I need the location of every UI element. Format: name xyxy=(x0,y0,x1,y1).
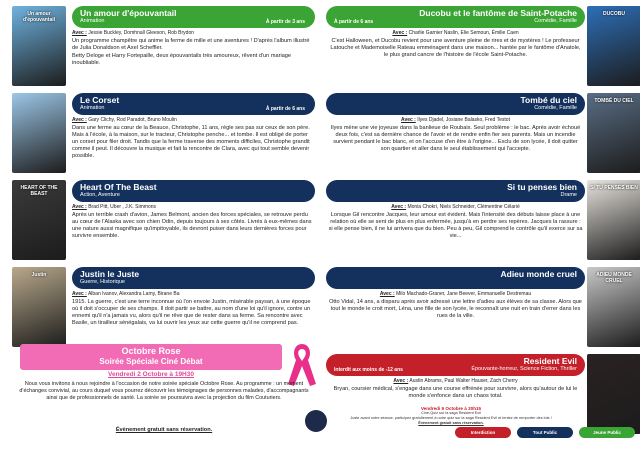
resident-evil-event-date: Vendredi 9 Octobre à 20h15 xyxy=(420,406,482,411)
film-synopsis: Otto Vidal, 14 ans, a disparu après avoir adressé une lettre d'adieu aux élèves de sa classe. Alors que tout le monde le croit mort, Léna, une fille de son lycée, le reconnaît une nuit en train d'errer dans les rues de la ville. xyxy=(329,299,582,320)
film-age: À partir de 3 ans xyxy=(265,19,305,25)
legend-tout-public: Tout Public xyxy=(517,427,573,438)
film-poster xyxy=(587,180,640,260)
rating-legend xyxy=(455,427,635,438)
film-card xyxy=(12,180,315,263)
right-column xyxy=(326,6,638,418)
film-age: Interdit aux moins de -12 ans xyxy=(334,367,403,373)
film-poster xyxy=(12,180,66,260)
film-title: Justin le Juste xyxy=(80,269,140,279)
film-synopsis: Après un terrible crash d'avion, James Belmont, ancien des forces spéciales, se retrouve perdu au cœur de l'Alaska avec son chien Odin, depuis toujours à ses côtés. Livrés à eux-mêmes dans une nature aussi magnifique qu'impitoyable, ils devront puiser dans leurs dernières forces pour survivre ensemble. xyxy=(72,212,312,240)
octobre-rose-banner xyxy=(20,344,282,378)
film-header xyxy=(326,354,585,376)
cast-names: Alban Ivanov, Alexandra Lamy, Birane Ba xyxy=(87,291,180,297)
film-body xyxy=(328,378,583,401)
film-cast xyxy=(328,378,583,385)
film-card xyxy=(12,6,315,89)
resident-evil-event xyxy=(326,406,576,426)
film-cast xyxy=(72,30,313,37)
film-header xyxy=(72,180,315,202)
film-header xyxy=(72,6,315,28)
film-header xyxy=(326,6,585,28)
cast-label: Avec : xyxy=(391,204,407,210)
film-age: À partir de 6 ans xyxy=(265,106,305,112)
octobre-rose-date: Vendredi 2 Octobre à 19H30 xyxy=(108,371,194,378)
poster-title: DUCOBU xyxy=(603,11,625,17)
cinema-seal-icon xyxy=(305,410,327,432)
poster-title: ADIEU MONDE CRUEL xyxy=(596,272,632,284)
resident-evil-event-line2: Juste avant notre séance, participez gratuitement à notre quiz sur la saga Resident Evil et tentez de remporter des lots ! xyxy=(350,416,552,420)
octobre-rose-title: Octobre Rose xyxy=(121,346,181,356)
film-cast xyxy=(328,204,583,211)
film-body xyxy=(72,291,313,328)
film-synopsis: C'est Halloween, et Ducobu revient pour une aventure pleine de rires et de mystères ! Le professeur Latouche et Mademoiselle Rateau emménagent dans une maison... hantée par le fantôme d'Anatole, le plus grand cancre de l'histoire de l'école Saint-Potache. xyxy=(330,38,581,59)
film-header xyxy=(72,267,315,289)
film-cast xyxy=(72,291,313,298)
film-age: À partir de 6 ans xyxy=(334,19,374,25)
film-title: Un amour d'épouvantail xyxy=(80,8,177,18)
film-genre: Animation xyxy=(80,18,105,24)
film-poster xyxy=(12,93,66,173)
cast-label: Avec : xyxy=(379,291,395,297)
film-genre: Animation xyxy=(80,105,105,111)
film-card xyxy=(326,6,629,89)
film-title: Heart Of The Beast xyxy=(80,182,157,192)
cast-names: Milo Machado-Graner, Jane Beever, Emmanuelle Destremau xyxy=(396,291,532,297)
film-header xyxy=(72,93,315,115)
poster-title: Justin xyxy=(31,272,47,278)
cast-label: Avec : xyxy=(72,204,87,210)
film-poster xyxy=(12,6,66,86)
cast-label: Avec : xyxy=(72,117,87,123)
cast-names: Austin Abrams, Paul Walter Hauser, Zach Cherry xyxy=(409,378,518,384)
cast-names: Ilyes Djadel, Josiane Balasko, Fred Testot xyxy=(417,117,510,123)
film-body xyxy=(328,204,583,241)
film-synopsis: Lorsque Gil rencontre Jacques, leur amour est évident. Mais l'intensité des débuts laisse place à une relation où elle se sent de plus en plus enfermée, jusqu'à en perdre ses repères. Jacques la rassure : si elle pense bien, il ne lui arrivera que du bien. Peu à peu, Gil comprend le contrôle qu'il exerce sur sa vie... xyxy=(328,212,583,240)
film-header xyxy=(326,93,585,115)
cast-label: Avec : xyxy=(72,30,87,36)
film-poster xyxy=(587,93,640,173)
octobre-rose-header xyxy=(20,344,282,370)
film-body xyxy=(72,117,313,162)
octobre-rose-subtitle: Soirée Spéciale Ciné Débat xyxy=(99,357,203,366)
film-title: Ducobu et le fantôme de Saint-Potache xyxy=(419,8,577,18)
film-cast xyxy=(328,291,583,298)
film-title: Resident Evil xyxy=(523,356,577,366)
film-title: Adieu monde cruel xyxy=(500,269,577,279)
film-synopsis: Dans une ferme au cœur de la Beauce, Christophe, 11 ans, règle ses pas sur ceux de son père. Mais à l'école, à la maison, sur le tracteur, Christophe penche... et tombe. Il est obligé de porter un corset pour filer droit. Tandis que la ferme traverse des moments difficiles, Christophe grandit comme il peut. Il découvre la musique et fait la rencontre de Clara, avec qui tout semble devenir possible. xyxy=(72,125,310,160)
film-poster xyxy=(587,267,640,347)
cast-label: Avec : xyxy=(393,378,409,384)
film-card xyxy=(326,267,632,350)
film-genre: Comédie, Famille xyxy=(534,18,577,24)
legend-jeune-public: Jeune Public xyxy=(579,427,635,438)
film-poster xyxy=(587,6,640,86)
film-title: Tombé du ciel xyxy=(520,95,577,105)
film-extra: Betty Deloge et Harry Fortepaille, deux épouvantails très amoureux, rêvent d'un mariage inoubliable. xyxy=(72,53,292,67)
cast-label: Avec : xyxy=(401,117,416,123)
film-synopsis: 1915. La guerre, c'est une terre inconnue où l'on envoie Justin, misérable paysan, à une époque où il doit s'occuper de ses champs. Il doit partir se battre, au nom d'une loi qu'il ignore, contre un ennemi qu'il n'a jamais vu, alors qu'il ne rêve que de rester dans sa ferme. Sa rencontre avec Basile, un tirailleur sénégalais, va lui ouvrir les yeux sur cette guerre qu'il ne comprend pas. xyxy=(72,299,311,327)
resident-evil-event-line1: Ciné-Quiz sur la saga Resident Evil xyxy=(421,411,481,415)
film-body xyxy=(328,117,583,154)
film-genre: Épouvante-horreur, Science Fiction, Thriller xyxy=(471,366,577,372)
film-card xyxy=(326,354,629,414)
film-title: Le Corset xyxy=(80,95,120,105)
cast-names: Gary Clichy, Rod Paradot, Bruno Moulin xyxy=(88,117,177,123)
film-cast xyxy=(328,30,583,37)
film-genre: Action, Aventure xyxy=(80,192,120,198)
resident-evil-event-line3: Évènement gratuit sans réservation. xyxy=(418,421,484,425)
cast-names: Jessie Buckley, Domhnall Gleeson, Rob Brydon xyxy=(88,30,195,36)
cast-names: Monia Chokri, Niels Schneider, Clémentine Célarié xyxy=(407,204,520,210)
poster-title: TOMBÉ DU CIEL xyxy=(594,98,634,104)
octobre-rose-invite: Nous vous invitons à nous rejoindre à l'occasion de notre soirée spéciale Octobre Rose. Au programme : un moment d'échanges convivial, au cours duquel vous pourrez découvrir les témoignages de personnes malades, d'accompagnants ainsi que de professionnels de santé. La soirée se poursuivra avec la projection du film Couturiers. xyxy=(19,381,309,401)
film-body xyxy=(328,30,583,60)
film-genre: Guerre, Historique xyxy=(80,279,125,285)
film-card xyxy=(12,267,315,350)
cast-label: Avec : xyxy=(72,291,87,297)
poster-title: Un amour d'épouvantail xyxy=(22,11,56,23)
film-body xyxy=(72,30,313,67)
film-genre: Comédie, Famille xyxy=(534,105,577,111)
film-body xyxy=(72,204,313,241)
cast-names: Brad Pitt, Uber , J.K. Simmons xyxy=(88,204,157,210)
film-synopsis: Un programme champêtre qui anime la ferme de mille et une aventures ! D'après l'album illustré de Julia Donaldson et Axel Scheffler. xyxy=(72,38,310,52)
film-synopsis: Ilyes mène une vie joyeuse dans la banlieue de Roubaix. Seul problème : le bac. Après avoir échoué deux fois, c'est sa dernière chance de l'avoir et de rendre enfin fier ses parents. Mais un incendie survient pendant le bac blanc, et on l'accuse d'en être à l'origine... Exclu de son lycée, il doit quitter son quartier et aller dans le seul établissement qui l'accepte. xyxy=(330,125,581,153)
film-cast xyxy=(328,117,583,124)
film-poster xyxy=(12,267,66,347)
film-cast xyxy=(72,204,313,211)
legend-interdiction: Interdiction xyxy=(455,427,511,438)
film-card xyxy=(326,180,638,263)
film-header xyxy=(326,267,585,289)
film-body xyxy=(328,291,583,321)
film-header xyxy=(326,180,585,202)
poster-title: HEART OF THE BEAST xyxy=(20,185,58,197)
film-synopsis: Bryan, coursier médical, s'engage dans une course effrénée pour survivre, alors qu'autour de lui le monde s'enfonce dans un chaos total. xyxy=(333,386,578,400)
film-genre: Drame xyxy=(560,192,577,198)
cast-names: Charlie Garnier Naslin, Elie Semoun, Émilie Caen xyxy=(408,30,519,36)
poster-title: SI TU PENSES BIEN xyxy=(590,185,638,191)
film-cast xyxy=(72,117,313,124)
film-poster xyxy=(587,354,640,434)
left-column xyxy=(12,6,315,354)
cast-label: Avec : xyxy=(392,30,408,36)
octobre-rose-free: Évènement gratuit sans réservation. xyxy=(115,427,213,433)
film-title: Si tu penses bien xyxy=(507,182,577,192)
film-card xyxy=(12,93,315,176)
film-card xyxy=(326,93,634,176)
